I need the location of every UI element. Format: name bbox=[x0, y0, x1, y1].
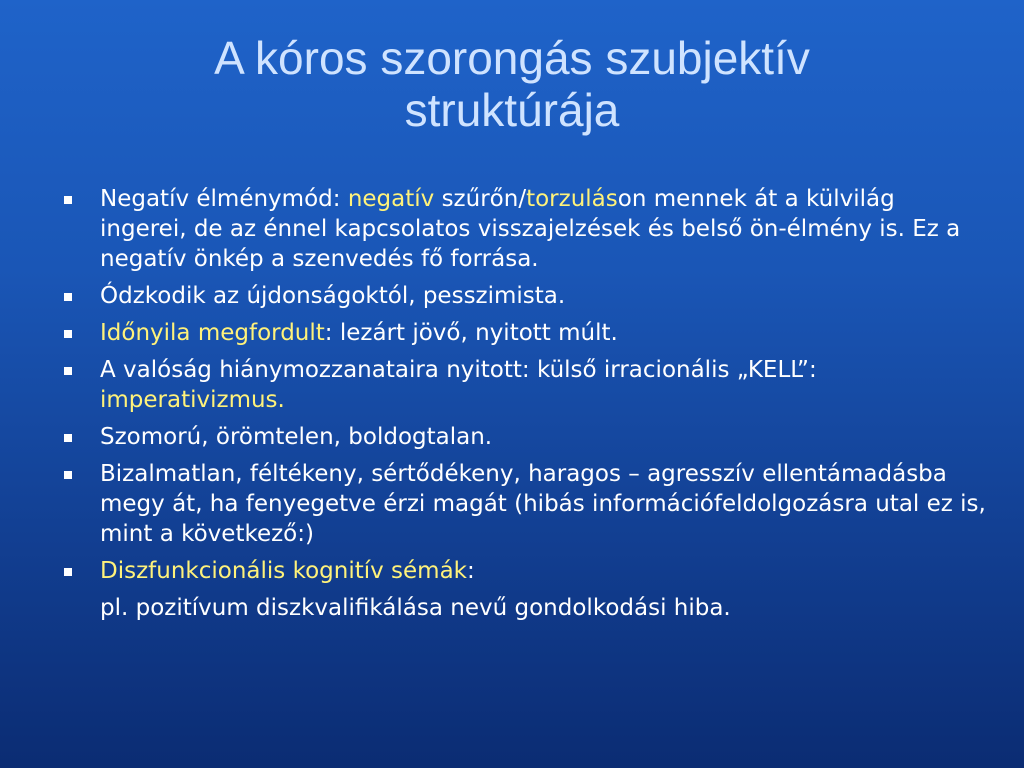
highlighted-text: Diszfunkcionális kognitív sémák bbox=[100, 558, 468, 584]
slide-title-line-1: A kóros szorongás szubjektív bbox=[214, 32, 810, 84]
square-bullet-icon bbox=[64, 367, 72, 375]
bullet-item bbox=[58, 281, 988, 311]
highlighted-text: Időnyila megfordult bbox=[100, 320, 325, 346]
bullet-text: Ódzkodik az újdonságoktól, pesszimista. bbox=[100, 283, 566, 309]
highlighted-text: imperativizmus. bbox=[100, 387, 285, 413]
square-bullet-icon bbox=[64, 293, 72, 301]
highlighted-text: negatív bbox=[347, 186, 435, 212]
bullet-text: Szomorú, örömtelen, boldogtalan. bbox=[100, 424, 493, 450]
bullet-text: : bbox=[467, 558, 475, 584]
bullet-item bbox=[58, 593, 988, 623]
bullet-text: on mennek át a külvilág ingerei, de az énnel kapcsolatos visszajelzések és belső ön-élmény is. Ez a negatív önkép a szenvedés fő forrása. bbox=[100, 186, 961, 272]
bullet-item bbox=[58, 184, 988, 274]
bullet-item bbox=[58, 422, 988, 452]
bullet-text: szűrőn/ bbox=[434, 186, 527, 212]
bullet-text: Bizalmatlan, féltékeny, sértődékeny, haragos – agresszív ellentámadásba megy át, ha fenyegetve érzi magát (hibás információfeldolgozásra utal ez is, mint a következő:) bbox=[100, 461, 986, 547]
slide-title-line-2: struktúrája bbox=[404, 84, 620, 136]
square-bullet-icon bbox=[64, 568, 72, 576]
bullet-item bbox=[58, 459, 988, 549]
highlighted-text: torzulás bbox=[526, 186, 618, 212]
square-bullet-icon bbox=[64, 196, 72, 204]
slide-title bbox=[40, 32, 984, 136]
bullet-item bbox=[58, 556, 988, 586]
bullet-item bbox=[58, 318, 988, 348]
bullet-item bbox=[58, 355, 988, 415]
bullet-list bbox=[58, 184, 988, 630]
bullet-text: A valóság hiánymozzanataira nyitott: külső irracionális „KELL”: bbox=[100, 357, 817, 383]
bullet-text: Negatív élménymód: bbox=[100, 186, 348, 212]
square-bullet-icon bbox=[64, 471, 72, 479]
square-bullet-icon bbox=[64, 434, 72, 442]
bullet-text: : lezárt jövő, nyitott múlt. bbox=[324, 320, 618, 346]
bullet-text: pl. pozitívum diszkvalifikálása nevű gondolkodási hiba. bbox=[100, 595, 731, 621]
square-bullet-icon bbox=[64, 330, 72, 338]
